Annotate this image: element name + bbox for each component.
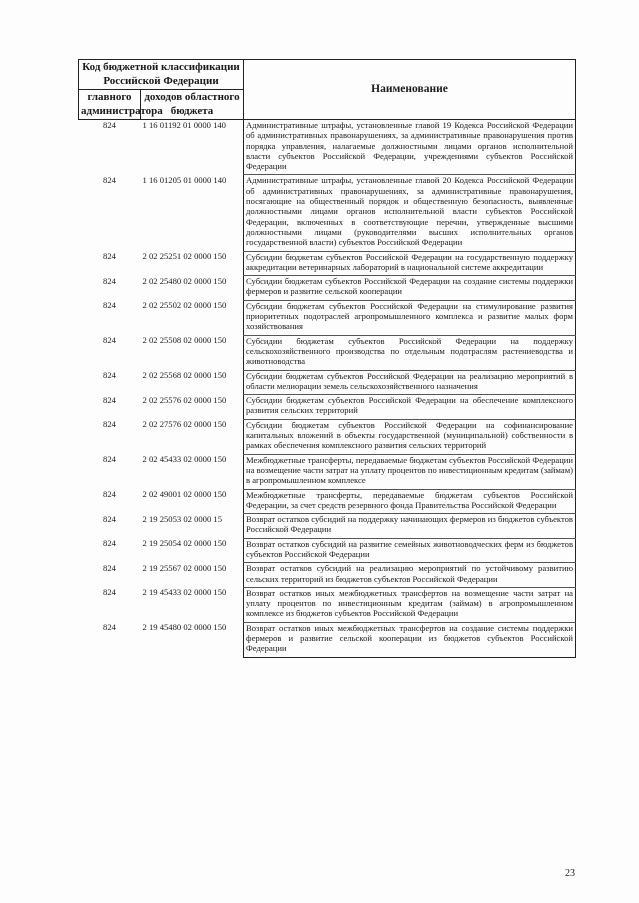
name-cell: Административные штрафы, установленные главой 19 Кодекса Российской Федерации об административных правонарушениях, за административные правонарушения против порядка управления, налагаемые должностными лицами органов исполнительной власти субъектов Российской Федерации, учреждениями субъектов Российской Федерации: [244, 120, 576, 175]
admin-code-cell: 824: [103, 489, 116, 499]
table-body: [79, 120, 576, 658]
income-code-cell: 2 19 45433 02 0000 150: [142, 587, 227, 598]
name-cell: Межбюджетные трансферты, передаваемые бюджетам субъектов Российской Федерации, за счет средств резервного фонда Правительства Российской Федерации: [244, 489, 576, 514]
admin-code-cell: 824: [103, 419, 116, 430]
name-cell: Возврат остатков субсидий на реализацию мероприятий по устойчивому развитию сельских территорий из бюджетов субъектов Российской Федерации: [244, 563, 576, 588]
name-cell: Возврат остатков субсидий на развитие семейных животноводческих ферм из бюджетов субъектов Российской Федерации: [244, 538, 576, 563]
admin-code-cell: 824: [103, 454, 116, 465]
income-code-cell: 1 16 01192 01 0000 140: [142, 120, 226, 130]
admin-code-cell: 824: [103, 174, 116, 185]
income-code-cell: 1 16 01205 01 0000 140: [142, 174, 227, 185]
admin-code-cell: 824: [103, 587, 116, 598]
name-cell: Возврат остатков субсидий на поддержку начинающих фермеров из бюджетов субъектов Российской Федерации: [244, 514, 576, 539]
admin-code-cell: 824: [103, 370, 116, 381]
table-row: [79, 514, 576, 539]
income-code-cell: 2 02 25502 02 0000 150: [142, 300, 227, 311]
income-code-cell: 2 19 25567 02 0000 150: [142, 562, 227, 573]
table-row: [79, 622, 576, 657]
name-cell: Межбюджетные трансферты, передаваемые бюджетам субъектов Российской Федерации на возмещение части затрат на уплату процентов по инвестиционным кредитам (займам) в агропромышленном комплексе: [244, 454, 576, 489]
table-row: [79, 454, 576, 489]
table-row: [79, 251, 576, 276]
admin-code-cell: 824: [103, 275, 116, 286]
name-cell: Административные штрафы, установленные главой 20 Кодекса Российской Федерации об административных правонарушениях, за административные правонарушения, посягающие на общественный порядок и общественную безопасность, выявленные должностными лицами органов исполнительной власти субъектов Российской Федерации, включенных в соответствующие перечни, утвержденные высшими должностными лицами (руководителями высших исполнительных органов государственной власти) субъектов Российской Федерации: [244, 175, 576, 251]
income-code-cell: 2 02 49001 02 0000 150: [142, 489, 227, 499]
table-row: [79, 276, 576, 301]
income-code-cell: 2 19 45480 02 0000 150: [142, 622, 227, 633]
table-row: [79, 370, 576, 395]
table-row: [79, 120, 576, 175]
table-row: [79, 175, 576, 251]
income-code-cell: 2 02 25251 02 0000 150: [142, 251, 227, 262]
name-cell: Субсидии бюджетам субъектов Российской Федерации на софинансирование капитальных вложений в объекты государственной (муниципальной) собственности в рамках обеспечения комплексного развития сельских территорий: [244, 419, 576, 454]
table-row: [79, 335, 576, 370]
admin-code-cell: 824: [103, 120, 116, 130]
table-row: [79, 538, 576, 563]
income-code-cell: 2 02 25576 02 0000 150: [142, 394, 227, 405]
name-cell: Субсидии бюджетам субъектов Российской Федерации на создание системы поддержки фермеров и развитие сельской кооперации: [244, 276, 576, 301]
admin-code-cell: 824: [103, 622, 116, 633]
admin-code-cell: 824: [103, 562, 116, 573]
header-group: Код бюджетной классификации Российской Федерации: [79, 60, 244, 90]
name-cell: Возврат остатков иных межбюджетных трансфертов на создание системы поддержки фермеров и развитие сельской кооперации из бюджетов субъектов Российской Федерации: [244, 622, 576, 657]
admin-code-cell: 824: [103, 251, 116, 262]
budget-classification-table: [78, 59, 576, 658]
table-row: [79, 489, 576, 514]
admin-code-cell: 824: [103, 394, 116, 405]
name-cell: Субсидии бюджетам субъектов Российской Федерации на стимулирование развития приоритетных подотраслей агропромышленного комплекса и развитие малых форм хозяйствования: [244, 300, 576, 335]
header-admin: главного администратора: [79, 90, 141, 120]
income-code-cell: 2 02 25508 02 0000 150: [142, 335, 227, 346]
income-code-cell: 2 02 27576 02 0000 150: [142, 419, 227, 430]
income-code-cell: 2 19 25054 02 0000 150: [142, 538, 227, 549]
admin-code-cell: 824: [103, 300, 116, 311]
income-code-cell: 2 02 45433 02 0000 150: [142, 454, 227, 465]
table-row: [79, 395, 576, 420]
name-cell: Субсидии бюджетам субъектов Российской Федерации на поддержку сельскохозяйственного производства по отдельным подотраслям растениеводства и животноводства: [244, 335, 576, 370]
table-row: [79, 419, 576, 454]
name-cell: Субсидии бюджетам субъектов Российской Федерации на обеспечение комплексного развития сельских территорий: [244, 395, 576, 420]
name-cell: Субсидии бюджетам субъектов Российской Федерации на реализацию мероприятий в области мелиорации земель сельскохозяйственного назначения: [244, 370, 576, 395]
income-code-cell: 2 02 25568 02 0000 150: [142, 370, 227, 381]
table-row: [79, 300, 576, 335]
page-number: 23: [565, 868, 575, 879]
admin-code-cell: 824: [103, 335, 116, 346]
admin-code-cell: 824: [103, 513, 116, 524]
income-code-cell: 2 02 25480 02 0000 150: [142, 275, 227, 286]
income-code-cell: 2 19 25053 02 0000 15: [142, 513, 222, 524]
table-row: [79, 587, 576, 622]
header-income: доходов областного бюджета: [141, 90, 244, 120]
name-cell: Субсидии бюджетам субъектов Российской Федерации на государственную поддержку аккредитации ветеринарных лабораторий в национальной системе аккредитации: [244, 251, 576, 276]
name-cell: Возврат остатков иных межбюджетных трансфертов на возмещение части затрат на уплату процентов по инвестиционным кредитам (займам) в агропромышленном комплексе из бюджетов субъектов Российской Федерации: [244, 587, 576, 622]
table-row: [79, 563, 576, 588]
header-name: Наименование: [244, 60, 576, 120]
admin-code-cell: 824: [103, 538, 116, 549]
